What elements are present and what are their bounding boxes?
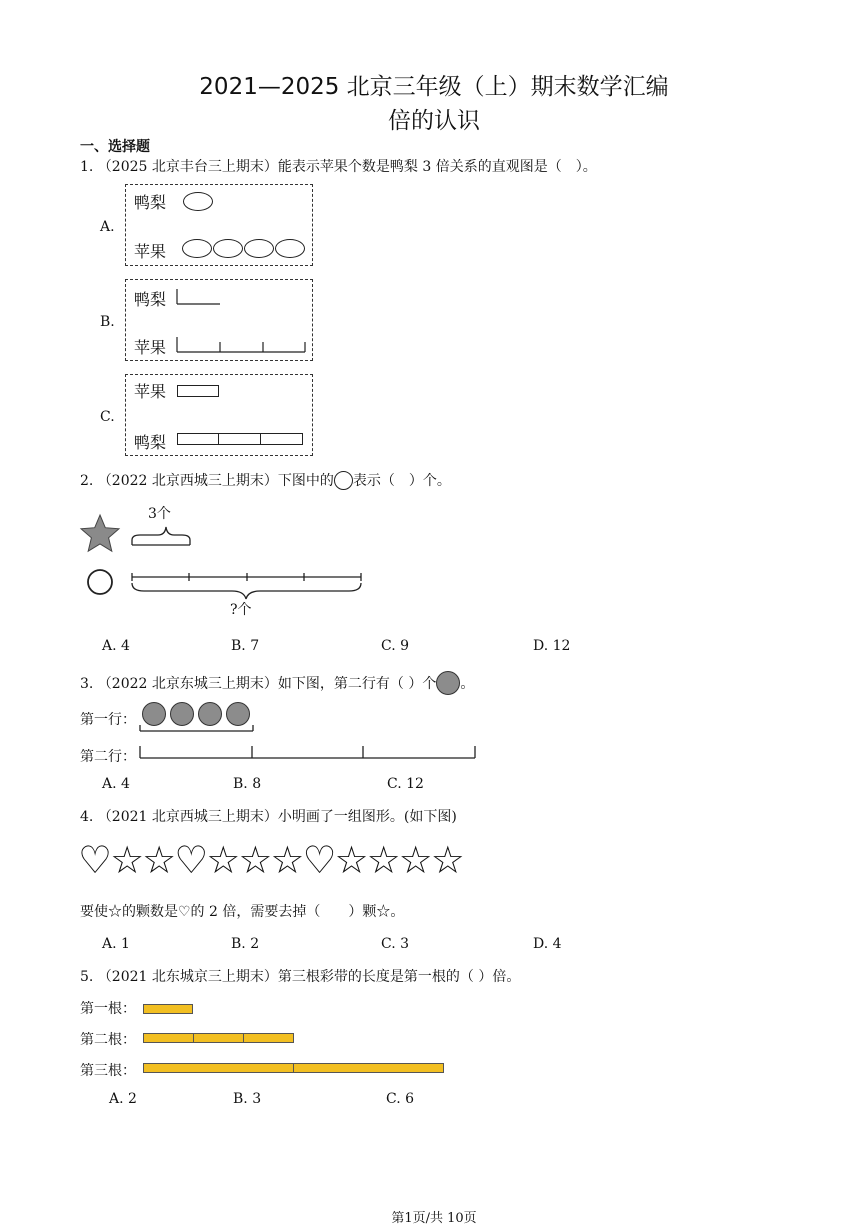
q3-option-a[interactable]: A. 4	[102, 776, 130, 792]
ribbon-segment	[243, 1033, 294, 1043]
ellipse-icon	[244, 239, 274, 258]
question-2-text	[80, 470, 451, 490]
ball-icon	[436, 671, 460, 695]
circle-icon	[334, 471, 353, 490]
q3-lines	[136, 700, 481, 762]
q1-option-b-letter[interactable]: B.	[100, 314, 115, 330]
q5-label-first: 第一根：	[80, 1001, 136, 1017]
q3-text-before: 3. （2022 北京东城三上期末）如下图，第二行有（ ）个	[80, 676, 437, 692]
q4-shape-row: ♡☆☆♡☆☆☆♡☆☆☆☆	[78, 838, 463, 882]
q5-label-third: 第三根：	[80, 1063, 136, 1079]
ribbon-segment	[193, 1033, 244, 1043]
q1-option-c-box[interactable]	[125, 374, 313, 456]
q1-option-b-box[interactable]	[125, 279, 313, 361]
question-5-text: 5. （2021 北东城京三上期末）第三根彩带的长度是第一根的（ ）倍。	[80, 969, 521, 985]
q1-c-row2-label: 鸭梨	[134, 433, 167, 452]
star-icon	[81, 515, 119, 551]
q1-option-a-letter[interactable]: A.	[100, 219, 115, 235]
q2-option-c[interactable]: C. 9	[381, 638, 410, 654]
circle-icon	[88, 570, 112, 594]
ribbon-segment	[143, 1033, 194, 1043]
q5-option-b[interactable]: B. 3	[233, 1091, 262, 1107]
q4-option-b[interactable]: B. 2	[231, 936, 260, 952]
q3-option-c[interactable]: C. 12	[387, 776, 424, 792]
q1-c-row1-label: 苹果	[134, 382, 167, 401]
q2-text-before: 2. （2022 北京西城三上期末）下图中的	[80, 473, 334, 489]
question-4-text: 4. （2021 北京西城三上期末）小明画了一组图形。(如下图)	[80, 809, 457, 825]
page-footer: 第1页/共 10页	[391, 1211, 477, 1226]
ribbon-segment	[293, 1063, 444, 1073]
q2-text-after: 表示（ ）个。	[352, 473, 451, 489]
ellipse-icon	[275, 239, 305, 258]
q1-b-row1-label: 鸭梨	[134, 290, 167, 309]
brace-top	[132, 527, 190, 545]
q3-option-b[interactable]: B. 8	[233, 776, 262, 792]
q2-diagram	[70, 505, 380, 610]
bar-segment	[218, 433, 261, 445]
bar-segment	[260, 433, 303, 445]
q2-brace-bottom-label: ?个	[230, 602, 252, 618]
q2-brace-top-label: 3个	[148, 506, 171, 522]
ellipse-icon	[183, 192, 213, 211]
ellipse-icon	[182, 239, 212, 258]
q1-option-a-box[interactable]	[125, 184, 313, 266]
question-1-text: 1. （2025 北京丰台三上期末）能表示苹果个数是鸭梨 3 倍关系的直观图是（ ）。	[80, 159, 597, 175]
q4-option-c[interactable]: C. 3	[381, 936, 410, 952]
q4-option-a[interactable]: A. 1	[102, 936, 130, 952]
section-heading: 一、选择题	[80, 139, 150, 155]
q4-prompt: 要使☆的颗数是♡的 2 倍，需要去掉（ ）颗☆。	[80, 904, 405, 920]
brace-bottom	[132, 583, 361, 599]
q3-text-after: 。	[460, 676, 475, 692]
q1-a-row2-label: 苹果	[134, 242, 167, 261]
q5-label-second: 第二根：	[80, 1032, 136, 1048]
q2-number-line	[132, 573, 361, 581]
q4-option-d[interactable]: D. 4	[533, 936, 562, 952]
question-3-text	[80, 671, 474, 695]
ellipse-icon	[213, 239, 243, 258]
page-title: 2021—2025 北京三年级（上）期末数学汇编	[199, 74, 669, 100]
q3-row2-label: 第二行：	[80, 749, 136, 765]
bar-segment	[177, 433, 219, 445]
ribbon-segment	[143, 1063, 294, 1073]
q2-option-d[interactable]: D. 12	[533, 638, 571, 654]
q1-a-row1-label: 鸭梨	[134, 193, 167, 212]
page-subtitle: 倍的认识	[388, 108, 480, 134]
q2-option-b[interactable]: B. 7	[231, 638, 260, 654]
q5-option-c[interactable]: C. 6	[386, 1091, 415, 1107]
bar-segment	[177, 385, 219, 397]
q1-option-c-letter[interactable]: C.	[100, 409, 115, 425]
q1-b-row2-label: 苹果	[134, 338, 167, 357]
q2-option-a[interactable]: A. 4	[102, 638, 130, 654]
q3-row1-label: 第一行：	[80, 712, 136, 728]
q5-option-a[interactable]: A. 2	[109, 1091, 137, 1107]
ribbon-first	[143, 1004, 193, 1014]
